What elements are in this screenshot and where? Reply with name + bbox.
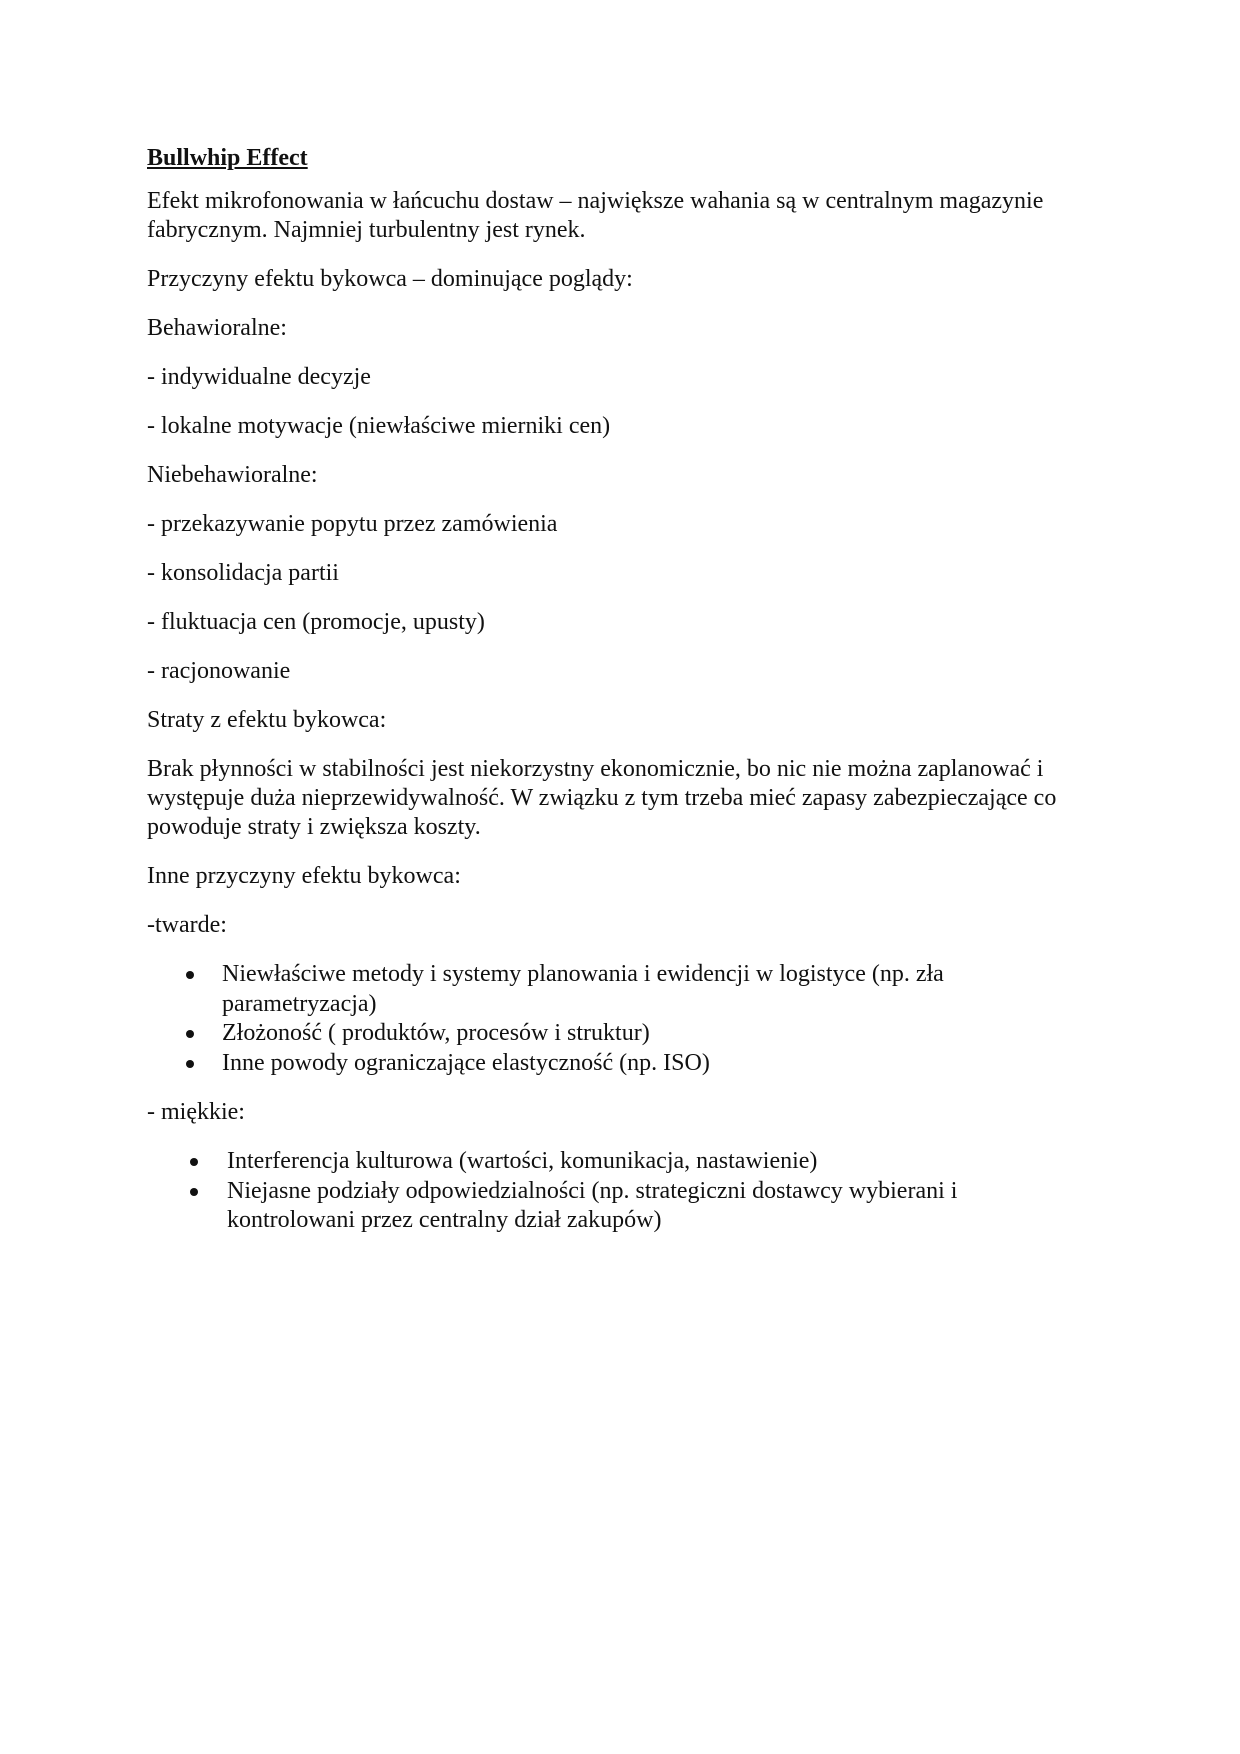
- list-item-text: Niewłaściwe metody i systemy planowania i ewidencji w logistyce (np. zła parametryzacja): [222, 961, 944, 1017]
- soft-causes-heading: - miękkie:: [147, 1099, 245, 1125]
- nonbehavioral-item: - przekazywanie popytu przez zamówienia: [147, 511, 558, 537]
- soft-causes-list: [147, 1147, 1097, 1236]
- behavioral-item: - indywidualne decyzje: [147, 364, 371, 390]
- list-item-text: Inne powody ograniczające elastyczność (np. ISO): [222, 1049, 710, 1076]
- nonbehavioral-item: - racjonowanie: [147, 658, 291, 684]
- intro-paragraph: Efekt mikrofonowania w łańcuchu dostaw – największe wahania są w centralnym magazynie fabrycznym. Najmniej turbulentny jest rynek.: [147, 188, 1044, 243]
- bullet-icon: [190, 1158, 198, 1166]
- nonbehavioral-item: - konsolidacja partii: [147, 560, 339, 586]
- list-item: [147, 1177, 1097, 1236]
- bullet-icon: [186, 1030, 194, 1038]
- behavioral-heading: Behawioralne:: [147, 315, 287, 341]
- other-causes-heading: Inne przyczyny efektu bykowca:: [147, 863, 461, 889]
- list-item: [147, 1147, 1097, 1177]
- list-item-text: Interferencja kulturowa (wartości, komunikacja, nastawienie): [227, 1148, 818, 1174]
- list-item-text: Złożoność ( produktów, procesów i struktur): [222, 1020, 650, 1046]
- losses-heading: Straty z efektu bykowca:: [147, 707, 387, 733]
- list-item: [147, 1019, 1097, 1049]
- nonbehavioral-heading: Niebehawioralne:: [147, 462, 318, 488]
- causes-heading: Przyczyny efektu bykowca – dominujące poglądy:: [147, 266, 633, 292]
- document-body: [147, 144, 1097, 1256]
- losses-paragraph: Brak płynności w stabilności jest niekorzystny ekonomicznie, bo nic nie można zaplanować i występuje duża nieprzewidywalność. W związku z tym trzeba mieć zapasy zabezpieczające co powoduje straty i zwiększa koszty.: [147, 756, 1057, 840]
- list-item: [147, 1049, 1097, 1079]
- behavioral-item: - lokalne motywacje (niewłaściwe mierniki cen): [147, 413, 611, 439]
- hard-causes-list: [147, 960, 1097, 1078]
- document-title: Bullwhip Effect: [147, 145, 308, 171]
- bullet-icon: [186, 1060, 194, 1068]
- hard-causes-heading: -twarde:: [147, 912, 227, 938]
- list-item: [147, 960, 1097, 1019]
- list-item-text: Niejasne podziały odpowiedzialności (np. strategiczni dostawcy wybierani i kontrolowani przez centralny dział zakupów): [227, 1177, 958, 1233]
- bullet-icon: [186, 971, 194, 979]
- nonbehavioral-item: - fluktuacja cen (promocje, upusty): [147, 609, 485, 635]
- bullet-icon: [190, 1188, 198, 1196]
